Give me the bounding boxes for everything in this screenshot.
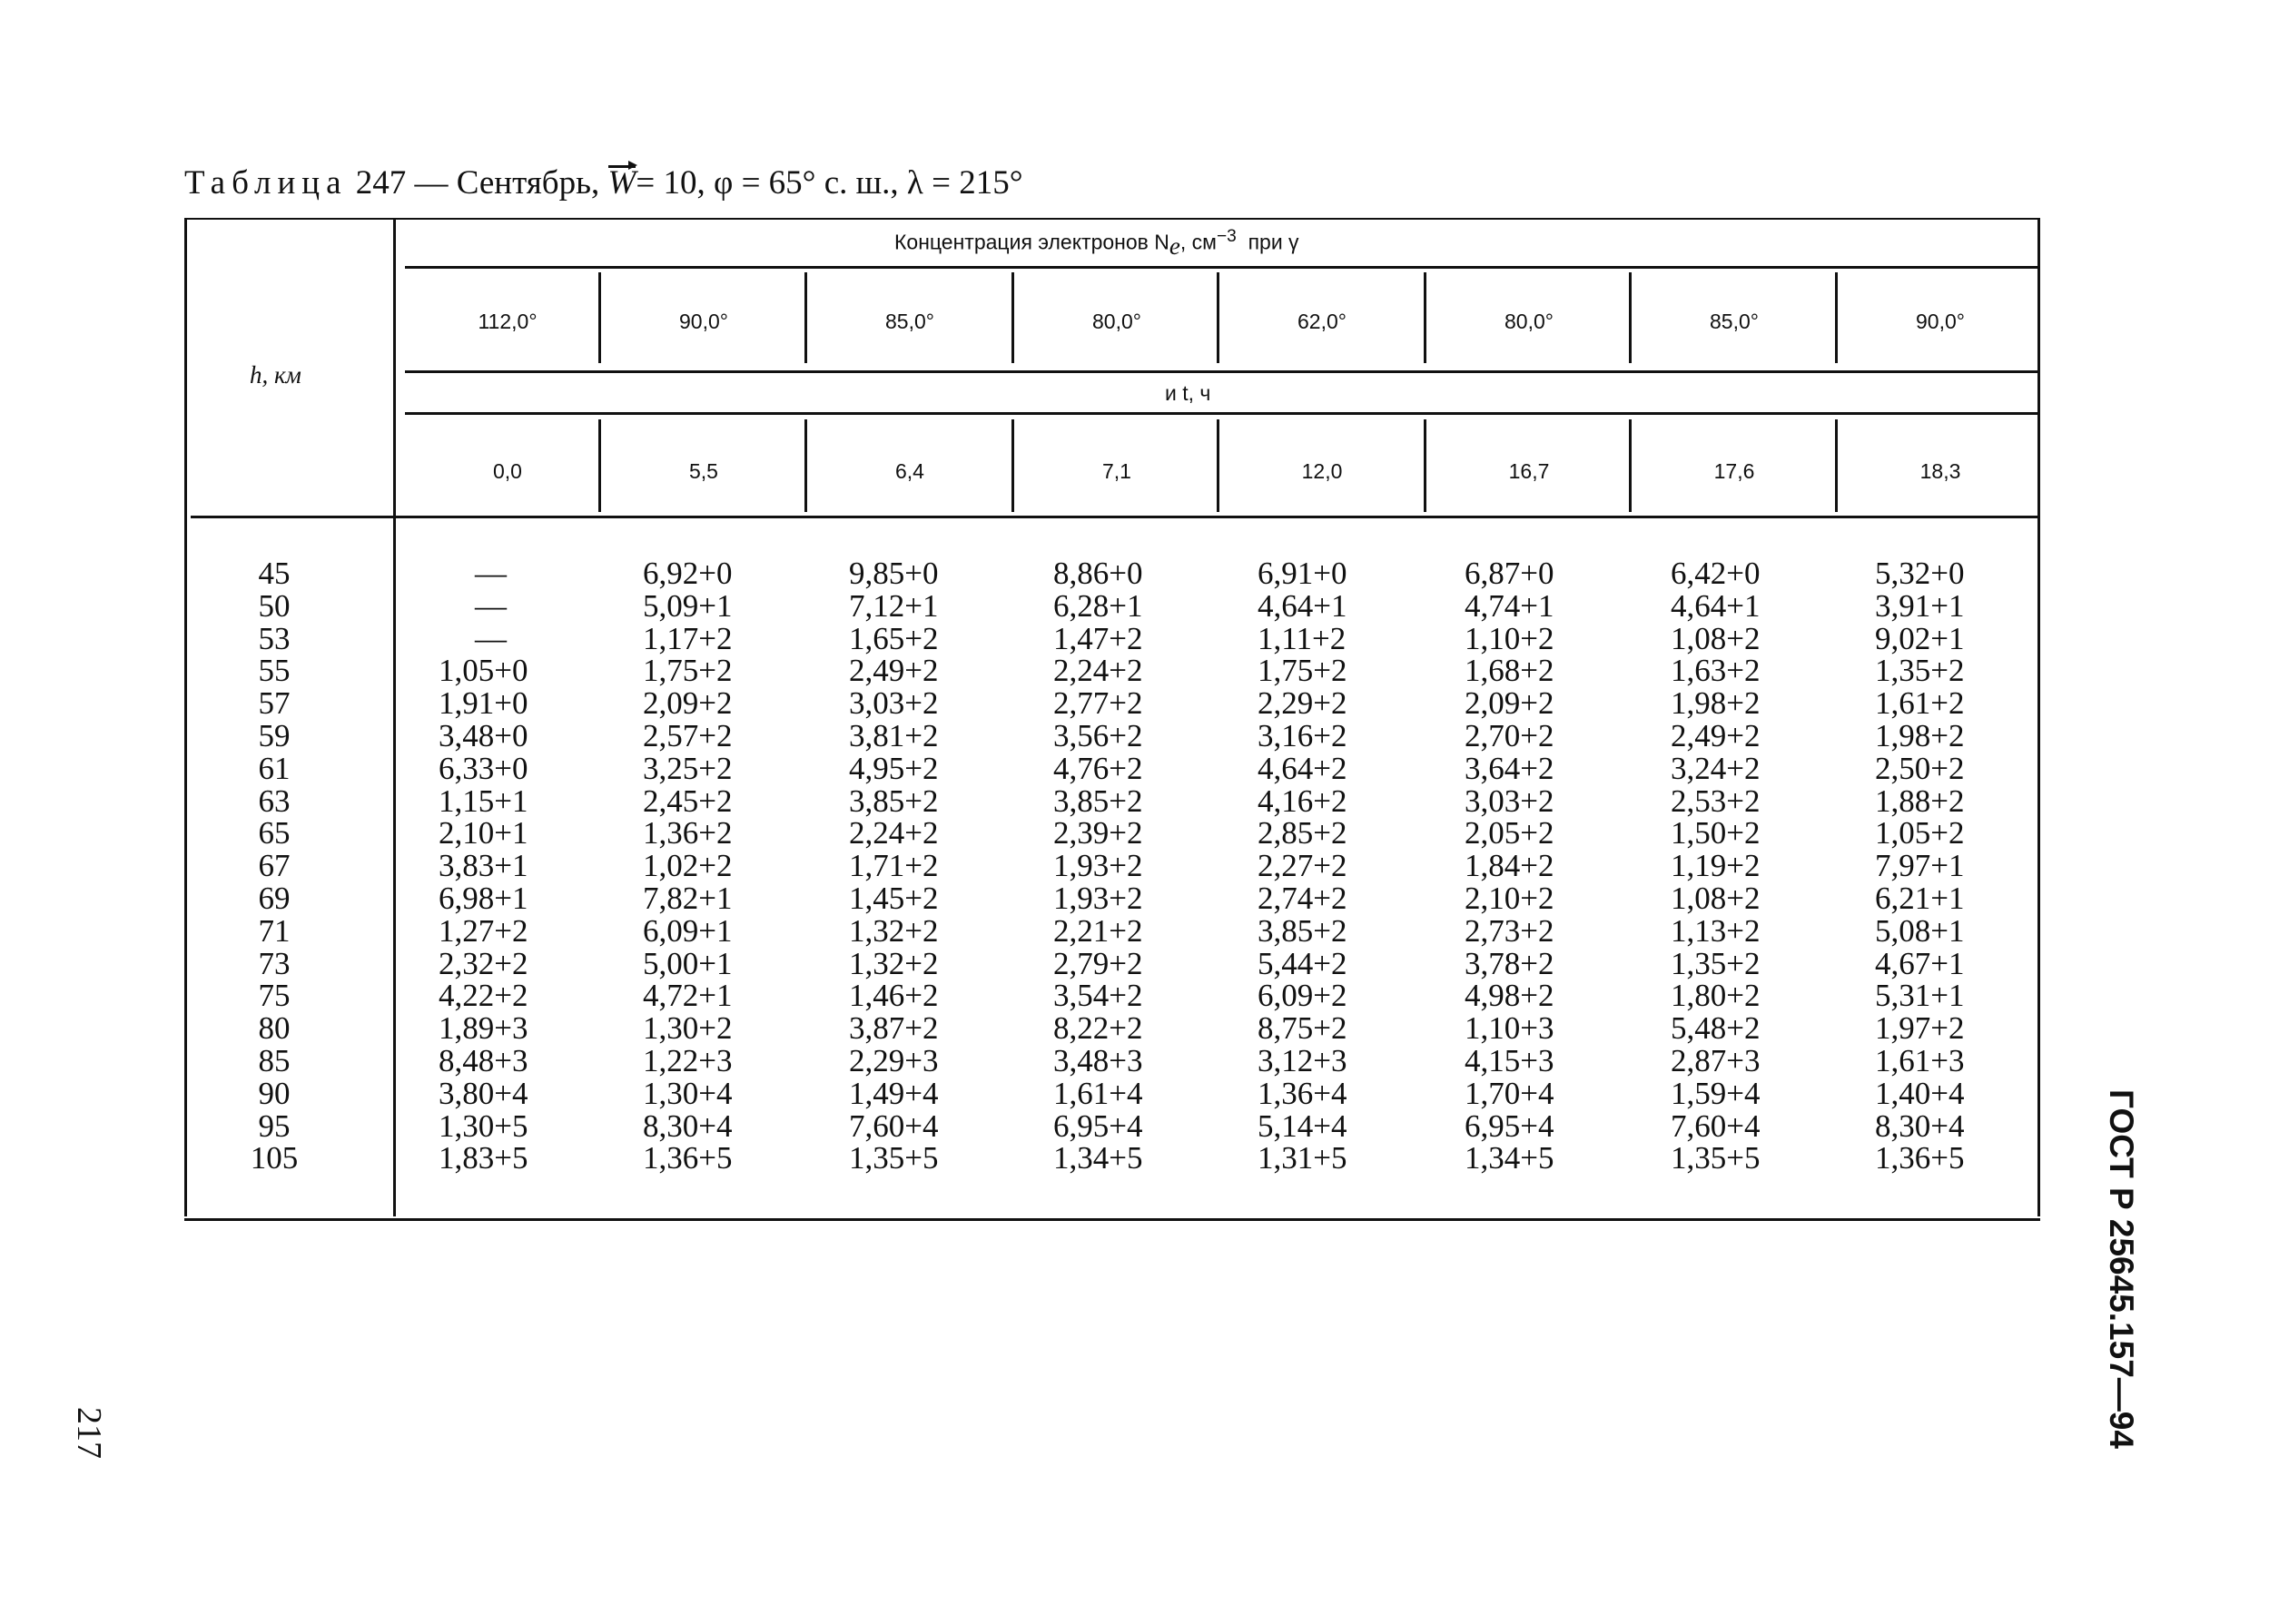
concentration-cell: 1,61+3 (1875, 1043, 1965, 1078)
concentration-cell: 3,24+2 (1671, 750, 1761, 786)
concentration-cell: 1,10+3 (1465, 1010, 1554, 1047)
concentration-cell: 4,64+1 (1258, 587, 1347, 624)
time-header-cell: 16,7 (1508, 459, 1550, 483)
concentration-cell: 6,98+1 (439, 881, 528, 916)
concentration-cell: 1,02+2 (643, 848, 733, 884)
concentration-cell: 1,30+2 (643, 1010, 733, 1047)
concentration-cell: 3,85+2 (849, 782, 939, 819)
concentration-cell: 1,30+4 (643, 1075, 733, 1111)
concentration-cell: 1,75+2 (1258, 653, 1347, 689)
concentration-cell: 1,35+2 (1671, 945, 1761, 981)
concentration-cell: 5,48+2 (1671, 1010, 1761, 1047)
concentration-cell: — (475, 556, 507, 591)
concentration-cell: 1,32+2 (849, 945, 939, 981)
concentration-cell: 1,88+2 (1875, 782, 1965, 819)
concentration-cell: 1,49+4 (849, 1075, 939, 1111)
page-number: 217 (70, 1407, 108, 1459)
concentration-cell: 1,05+2 (1875, 815, 1965, 851)
concentration-cell: 7,82+1 (643, 881, 733, 916)
concentration-cell: 4,98+2 (1465, 978, 1554, 1014)
concentration-cell: 3,54+2 (1053, 978, 1143, 1014)
concentration-cell: 2,45+2 (643, 782, 733, 819)
concentration-cell: 4,76+2 (1053, 750, 1143, 786)
concentration-cell: 1,68+2 (1465, 653, 1554, 689)
concentration-cell: 3,83+1 (439, 848, 528, 884)
concentration-cell: 1,36+4 (1258, 1075, 1347, 1111)
concentration-cell: 6,42+0 (1671, 556, 1761, 591)
concentration-cell: 3,25+2 (643, 750, 733, 786)
concentration-cell: 1,97+2 (1875, 1010, 1965, 1047)
concentration-cell: 2,27+2 (1258, 848, 1347, 884)
concentration-cell: 3,56+2 (1053, 718, 1143, 753)
concentration-cell: 6,95+4 (1465, 1107, 1554, 1144)
concentration-cell: 1,40+4 (1875, 1075, 1965, 1111)
concentration-cell: 7,60+4 (1671, 1107, 1761, 1144)
table-left-border (184, 218, 187, 1216)
concentration-cell: 1,10+2 (1465, 620, 1554, 656)
concentration-cell: 1,11+2 (1258, 620, 1347, 656)
concentration-cell: 3,85+2 (1258, 912, 1347, 949)
concentration-cell: 9,02+1 (1875, 620, 1965, 656)
concentration-cell: 1,08+2 (1671, 620, 1761, 656)
gamma-header-cell: 80,0° (1505, 310, 1554, 333)
gost-designation: ГОСТ Р 25645.157—94 (2103, 1089, 2140, 1449)
concentration-cell: 1,45+2 (849, 881, 939, 916)
height-cell: 57 (258, 685, 291, 722)
concentration-cell: 2,74+2 (1258, 881, 1347, 916)
time-header-cell: 5,5 (689, 459, 718, 483)
concentration-cell: 8,48+3 (439, 1043, 528, 1078)
concentration-cell: 4,67+1 (1875, 945, 1965, 981)
concentration-cell: 1,35+5 (849, 1140, 939, 1176)
concentration-cell: 3,64+2 (1465, 750, 1554, 786)
header-rule-3 (405, 412, 2039, 415)
concentration-cell: 7,60+4 (849, 1107, 939, 1144)
height-cell: 63 (258, 782, 291, 819)
concentration-cell: 1,35+5 (1671, 1140, 1761, 1176)
concentration-cell: 1,34+5 (1465, 1140, 1554, 1176)
concentration-cell: 2,10+2 (1465, 881, 1554, 916)
concentration-cell: — (475, 620, 507, 656)
concentration-cell: 3,87+2 (849, 1010, 939, 1047)
concentration-cell: 3,78+2 (1465, 945, 1554, 981)
concentration-cell: 1,83+5 (439, 1140, 528, 1176)
height-cell: 67 (258, 848, 291, 884)
concentration-header: Концентрация электронов $N_e$, $см^{-3}$ при γ (894, 227, 1299, 261)
concentration-cell: 2,39+2 (1053, 815, 1143, 851)
concentration-cell: 6,91+0 (1258, 556, 1347, 591)
concentration-cell: 1,65+2 (849, 620, 939, 656)
concentration-cell: 3,85+2 (1053, 782, 1143, 819)
concentration-cell: 1,98+2 (1875, 718, 1965, 753)
concentration-cell: 8,30+4 (1875, 1107, 1965, 1144)
gamma-header-cell: 112,0° (478, 310, 538, 333)
caption-prefix: Таблица (184, 164, 348, 202)
time-header-cell: 7,1 (1102, 459, 1131, 483)
height-cell: 71 (258, 912, 291, 949)
time-header-cell: 0,0 (493, 459, 522, 483)
table-bottom-border (184, 1218, 2040, 1221)
header-rule-1 (405, 266, 2039, 269)
concentration-cell: 2,29+3 (849, 1043, 939, 1078)
concentration-cell: 1,75+2 (643, 653, 733, 689)
height-cell: 80 (258, 1010, 291, 1047)
concentration-cell: 1,19+2 (1671, 848, 1761, 884)
concentration-cell: 7,97+1 (1875, 848, 1965, 884)
concentration-cell: 5,08+1 (1875, 912, 1965, 949)
h-column-divider (393, 218, 396, 1216)
concentration-cell: 3,03+2 (1465, 782, 1554, 819)
concentration-cell: 3,03+2 (849, 685, 939, 722)
concentration-cell: 1,22+3 (643, 1043, 733, 1078)
concentration-cell: 6,28+1 (1053, 587, 1143, 624)
height-cell: 105 (250, 1140, 299, 1176)
concentration-cell: 4,15+3 (1465, 1043, 1554, 1078)
concentration-cell: 3,81+2 (849, 718, 939, 753)
concentration-cell: 1,98+2 (1671, 685, 1761, 722)
height-cell: 59 (258, 718, 291, 753)
concentration-cell: — (475, 587, 507, 624)
height-cell: 75 (258, 978, 291, 1014)
concentration-cell: 5,14+4 (1258, 1107, 1347, 1144)
concentration-cell: 1,30+5 (439, 1107, 528, 1144)
concentration-cell: 2,05+2 (1465, 815, 1554, 851)
gamma-header-cell: 80,0° (1092, 310, 1141, 333)
concentration-cell: 1,36+2 (643, 815, 733, 851)
height-cell: 50 (258, 587, 291, 624)
concentration-cell: 1,46+2 (849, 978, 939, 1014)
concentration-cell: 1,80+2 (1671, 978, 1761, 1014)
height-cell: 95 (258, 1107, 291, 1144)
concentration-cell: 6,95+4 (1053, 1107, 1143, 1144)
concentration-cell: 1,61+2 (1875, 685, 1965, 722)
concentration-cell: 1,13+2 (1671, 912, 1761, 949)
h-header: h, км (250, 361, 301, 389)
concentration-cell: 4,64+1 (1671, 587, 1761, 624)
concentration-cell: 1,36+5 (643, 1140, 733, 1176)
concentration-cell: 8,30+4 (643, 1107, 733, 1144)
concentration-cell: 2,50+2 (1875, 750, 1965, 786)
header-bottom-rule (191, 516, 2039, 518)
height-cell: 53 (258, 620, 291, 656)
concentration-cell: 3,16+2 (1258, 718, 1347, 753)
gamma-header-cell: 90,0° (679, 310, 728, 333)
caption-w-symbol: W (607, 164, 636, 202)
height-cell: 73 (258, 945, 291, 981)
concentration-cell: 2,29+2 (1258, 685, 1347, 722)
concentration-cell: 1,36+5 (1875, 1140, 1965, 1176)
concentration-cell: 2,87+3 (1671, 1043, 1761, 1078)
height-cell: 90 (258, 1075, 291, 1111)
height-cell: 61 (258, 750, 291, 786)
concentration-cell: 6,09+1 (643, 912, 733, 949)
concentration-cell: 2,79+2 (1053, 945, 1143, 981)
concentration-cell: 1,84+2 (1465, 848, 1554, 884)
concentration-cell: 3,48+0 (439, 718, 528, 753)
height-cell: 55 (258, 653, 291, 689)
concentration-cell: 6,09+2 (1258, 978, 1347, 1014)
concentration-cell: 2,53+2 (1671, 782, 1761, 819)
gamma-header-cell: 85,0° (1710, 310, 1759, 333)
concentration-cell: 5,09+1 (643, 587, 733, 624)
concentration-cell: 4,72+1 (643, 978, 733, 1014)
concentration-cell: 4,95+2 (849, 750, 939, 786)
concentration-cell: 1,05+0 (439, 653, 528, 689)
concentration-cell: 1,71+2 (849, 848, 939, 884)
concentration-cell: 6,21+1 (1875, 881, 1965, 916)
concentration-cell: 5,31+1 (1875, 978, 1965, 1014)
concentration-cell: 8,22+2 (1053, 1010, 1143, 1047)
time-header: и t, ч (1165, 381, 1211, 405)
concentration-cell: 2,49+2 (1671, 718, 1761, 753)
concentration-cell: 5,32+0 (1875, 556, 1965, 591)
concentration-cell: 6,87+0 (1465, 556, 1554, 591)
concentration-cell: 5,44+2 (1258, 945, 1347, 981)
concentration-cell: 1,63+2 (1671, 653, 1761, 689)
concentration-cell: 1,70+4 (1465, 1075, 1554, 1111)
concentration-cell: 2,10+1 (439, 815, 528, 851)
table-top-border (184, 218, 2040, 220)
concentration-cell: 2,85+2 (1258, 815, 1347, 851)
time-header-cell: 6,4 (895, 459, 924, 483)
concentration-cell: 2,49+2 (849, 653, 939, 689)
caption-text-b: = 10, φ = 65° с. ш., λ = 215° (636, 164, 1023, 202)
concentration-cell: 3,91+1 (1875, 587, 1965, 624)
concentration-cell: 1,50+2 (1671, 815, 1761, 851)
concentration-cell: 1,93+2 (1053, 881, 1143, 916)
concentration-cell: 1,47+2 (1053, 620, 1143, 656)
height-cell: 85 (258, 1043, 291, 1078)
concentration-cell: 2,70+2 (1465, 718, 1554, 753)
gamma-header-cell: 85,0° (885, 310, 934, 333)
concentration-cell: 2,32+2 (439, 945, 528, 981)
concentration-cell: 1,91+0 (439, 685, 528, 722)
concentration-cell: 1,93+2 (1053, 848, 1143, 884)
concentration-cell: 1,59+4 (1671, 1075, 1761, 1111)
concentration-cell: 4,22+2 (439, 978, 528, 1014)
caption-text-a: 247 — Сентябрь, (355, 164, 600, 202)
table-caption (184, 163, 1023, 202)
concentration-cell: 9,85+0 (849, 556, 939, 591)
concentration-cell: 8,86+0 (1053, 556, 1143, 591)
concentration-cell: 7,12+1 (849, 587, 939, 624)
concentration-cell: 4,64+2 (1258, 750, 1347, 786)
concentration-cell: 1,17+2 (643, 620, 733, 656)
table-right-border (2037, 218, 2040, 1216)
concentration-cell: 2,73+2 (1465, 912, 1554, 949)
concentration-cell: 8,75+2 (1258, 1010, 1347, 1047)
concentration-cell: 2,24+2 (849, 815, 939, 851)
concentration-cell: 2,21+2 (1053, 912, 1143, 949)
concentration-cell: 1,31+5 (1258, 1140, 1347, 1176)
concentration-cell: 2,09+2 (1465, 685, 1554, 722)
concentration-cell: 1,89+3 (439, 1010, 528, 1047)
header-rule-2 (405, 370, 2039, 373)
time-header-cell: 12,0 (1301, 459, 1343, 483)
concentration-cell: 1,15+1 (439, 782, 528, 819)
height-cell: 65 (258, 815, 291, 851)
concentration-cell: 4,74+1 (1465, 587, 1554, 624)
gamma-header-cell: 90,0° (1916, 310, 1965, 333)
concentration-cell: 2,77+2 (1053, 685, 1143, 722)
concentration-cell: 1,34+5 (1053, 1140, 1143, 1176)
concentration-cell: 1,27+2 (439, 912, 528, 949)
concentration-cell: 1,35+2 (1875, 653, 1965, 689)
concentration-cell: 1,61+4 (1053, 1075, 1143, 1111)
concentration-cell: 1,08+2 (1671, 881, 1761, 916)
concentration-cell: 4,16+2 (1258, 782, 1347, 819)
concentration-cell: 5,00+1 (643, 945, 733, 981)
concentration-cell: 6,33+0 (439, 750, 528, 786)
height-cell: 45 (258, 556, 291, 591)
height-cell: 69 (258, 881, 291, 916)
time-header-cell: 18,3 (1919, 459, 1961, 483)
concentration-cell: 2,24+2 (1053, 653, 1143, 689)
concentration-cell: 1,32+2 (849, 912, 939, 949)
concentration-cell: 2,57+2 (643, 718, 733, 753)
time-header-cell: 17,6 (1713, 459, 1755, 483)
concentration-cell: 3,48+3 (1053, 1043, 1143, 1078)
concentration-cell: 3,80+4 (439, 1075, 528, 1111)
concentration-cell: 6,92+0 (643, 556, 733, 591)
concentration-cell: 2,09+2 (643, 685, 733, 722)
concentration-cell: 3,12+3 (1258, 1043, 1347, 1078)
gamma-header-cell: 62,0° (1297, 310, 1347, 333)
